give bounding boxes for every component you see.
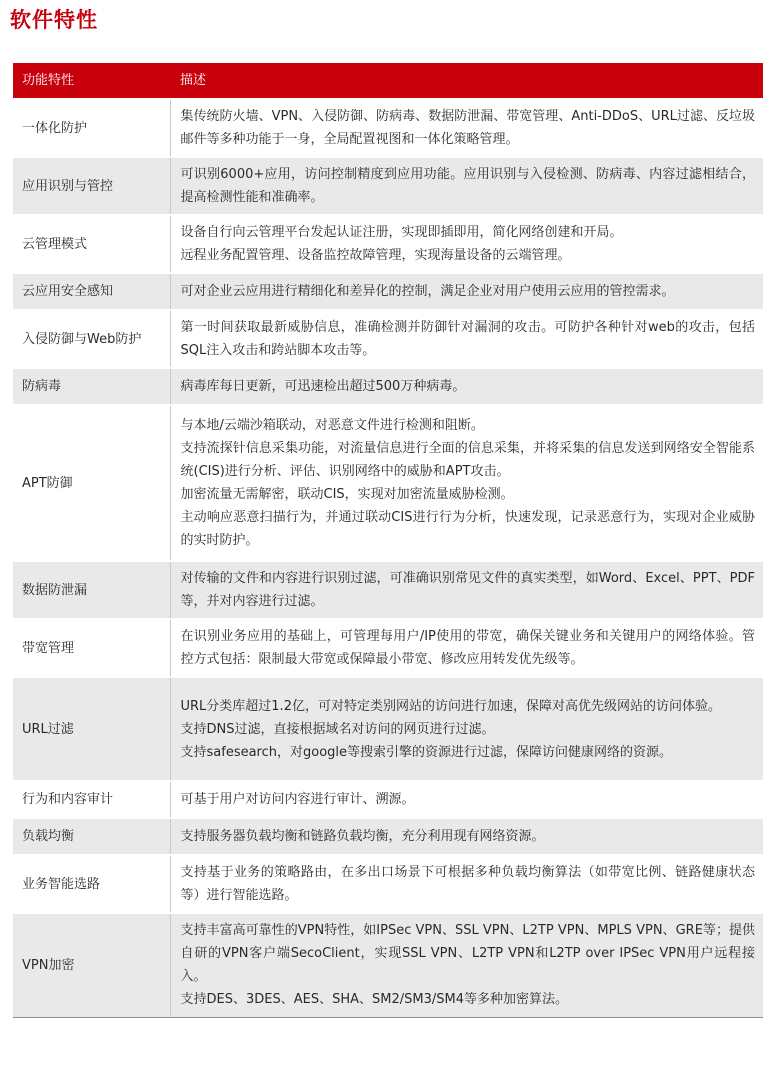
- feature-description-cell: [170, 368, 763, 405]
- description-paragraph: 支持DES、3DES、AES、SHA、SM2/SM3/SM4等多种加密算法。: [180, 992, 568, 1008]
- description-paragraph: 支持DNS过滤，直接根据域名对访问的网页进行过滤。: [180, 721, 495, 737]
- description-paragraph: 对传输的文件和内容进行识别过滤，可准确识别常见文件的真实类型，如Word、Excel、PPT、PDF等，并对内容进行过滤。: [180, 571, 755, 609]
- description-paragraph: 在识别业务应用的基础上，可管理每用户/IP使用的带宽，确保关键业务和关键用户的网络体验。管控方式包括：限制最大带宽或保障最小带宽、修改应用转发优先级等。: [180, 629, 755, 667]
- feature-name-cell: URL过滤: [13, 677, 170, 781]
- description-paragraph: 可识别6000+应用，访问控制精度到应用功能。应用识别与入侵检测、防病毒、内容过滤相结合，提高检测性能和准确率。: [180, 167, 755, 205]
- feature-name-cell: 入侵防御与Web防护: [13, 310, 170, 368]
- feature-name-cell: 业务智能选路: [13, 855, 170, 913]
- description-paragraph: 加密流量无需解密，联动CIS，实现对加密流量威胁检测。: [180, 487, 514, 502]
- table-row: [13, 310, 763, 368]
- table-row: [13, 561, 763, 619]
- features-table: [13, 63, 763, 1018]
- feature-description-cell: [170, 310, 763, 368]
- feature-description-cell: [170, 619, 763, 677]
- feature-description-cell: [170, 561, 763, 619]
- description-paragraph: 支持safesearch，对google等搜索引擎的资源进行过滤，保障访问健康网络的资源。: [180, 744, 673, 760]
- table-row: [13, 405, 763, 561]
- description-paragraph: 设备自行向云管理平台发起认证注册，实现即插即用，简化网络创建和开局。: [180, 225, 623, 240]
- table-row: [13, 619, 763, 677]
- feature-description-cell: [170, 913, 763, 1017]
- table-header-row: [13, 63, 763, 99]
- description-paragraph: 支持流探针信息采集功能，对流量信息进行全面的信息采集，并将采集的信息发送到网络安全智能系统(CIS)进行分析、评估、识别网络中的威胁和APT攻击。: [180, 441, 755, 479]
- table-body: [13, 99, 763, 1017]
- feature-description-cell: [170, 273, 763, 310]
- feature-name-cell: 负载均衡: [13, 818, 170, 855]
- table-row: [13, 913, 763, 1017]
- feature-description-cell: [170, 855, 763, 913]
- table-row: [13, 99, 763, 157]
- page-title: 软件特性: [10, 8, 98, 32]
- column-header-feature: 功能特性: [13, 63, 170, 99]
- table-row: [13, 273, 763, 310]
- description-paragraph: 支持基于业务的策略路由，在多出口场景下可根据多种负载均衡算法（如带宽比例、链路健康状态等）进行智能选路。: [180, 865, 755, 903]
- feature-name-cell: APT防御: [13, 405, 170, 561]
- description-paragraph: 主动响应恶意扫描行为，并通过联动CIS进行行为分析，快速发现，记录恶意行为，实现对企业威胁的实时防护。: [180, 510, 755, 548]
- feature-name-cell: 数据防泄漏: [13, 561, 170, 619]
- feature-name-cell: 云管理模式: [13, 215, 170, 273]
- feature-name-cell: VPN加密: [13, 913, 170, 1017]
- description-paragraph: 支持丰富高可靠性的VPN特性，如IPSec VPN、SSL VPN、L2TP VPN、MPLS VPN、GRE等；提供自研的VPN客户端SecoClient，实现SSL VPN、L2TP VPN和L2TP over IPSec VPN用户远程接入。: [180, 923, 755, 985]
- feature-name-cell: 一体化防护: [13, 99, 170, 157]
- description-paragraph: 支持服务器负载均衡和链路负载均衡，充分利用现有网络资源。: [180, 829, 545, 844]
- description-paragraph: URL分类库超过1.2亿，可对特定类别网站的访问进行加速，保障对高优先级网站的访问体验。: [180, 698, 721, 714]
- description-paragraph: 第一时间获取最新威胁信息，准确检测并防御针对漏洞的攻击。可防护各种针对web的攻击，包括SQL注入攻击和跨站脚本攻击等。: [180, 320, 755, 358]
- description-paragraph: 集传统防火墙、VPN、入侵防御、防病毒、数据防泄漏、带宽管理、Anti-DDoS、URL过滤、反垃圾邮件等多种功能于一身，全局配置视图和一体化策略管理。: [180, 109, 755, 147]
- feature-name-cell: 防病毒: [13, 368, 170, 405]
- table-row: [13, 781, 763, 818]
- feature-description-cell: [170, 781, 763, 818]
- description-paragraph: 病毒库每日更新，可迅速检出超过500万种病毒。: [180, 379, 466, 394]
- feature-description-cell: [170, 157, 763, 215]
- feature-description-cell: [170, 215, 763, 273]
- description-paragraph: 可对企业云应用进行精细化和差异化的控制，满足企业对用户使用云应用的管控需求。: [180, 284, 675, 299]
- feature-name-cell: 行为和内容审计: [13, 781, 170, 818]
- description-paragraph: 远程业务配置管理、设备监控故障管理，实现海量设备的云端管理。: [180, 248, 571, 263]
- description-paragraph: 与本地/云端沙箱联动，对恶意文件进行检测和阻断。: [180, 418, 484, 433]
- table-row: [13, 368, 763, 405]
- table-row: [13, 215, 763, 273]
- table-row: [13, 855, 763, 913]
- feature-name-cell: 云应用安全感知: [13, 273, 170, 310]
- feature-description-cell: [170, 405, 763, 561]
- table-row: [13, 677, 763, 781]
- feature-description-cell: [170, 99, 763, 157]
- table-row: [13, 818, 763, 855]
- column-header-description: 描述: [170, 63, 763, 99]
- feature-name-cell: 应用识别与管控: [13, 157, 170, 215]
- table-row: [13, 157, 763, 215]
- feature-name-cell: 带宽管理: [13, 619, 170, 677]
- description-paragraph: 可基于用户对访问内容进行审计、溯源。: [180, 792, 415, 807]
- feature-description-cell: [170, 818, 763, 855]
- feature-description-cell: [170, 677, 763, 781]
